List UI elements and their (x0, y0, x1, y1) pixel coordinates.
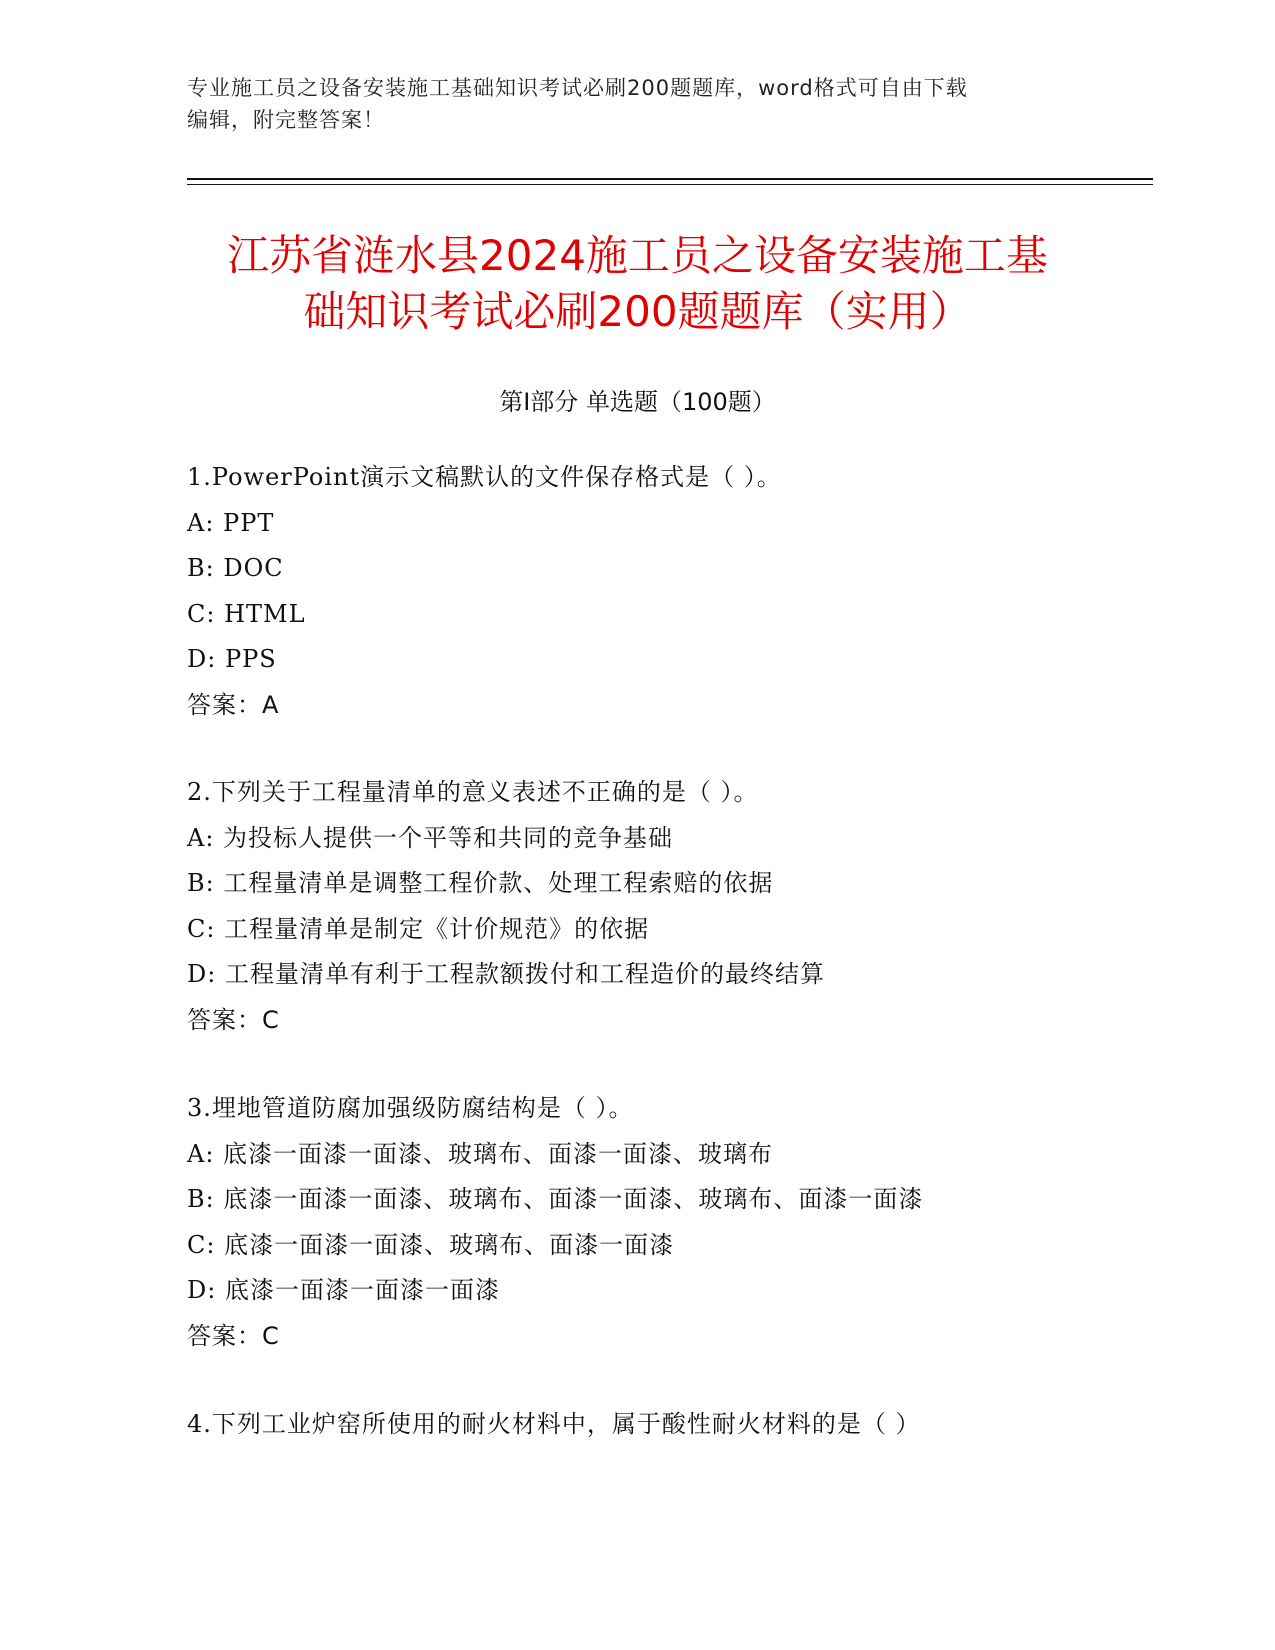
option-b: B: DOC (187, 554, 284, 582)
question-1 (187, 455, 1147, 728)
option-c: C: 底漆一面漆一面漆、玻璃布、面漆一面漆 (187, 1230, 675, 1259)
question-stem: 3.埋地管道防腐加强级防腐结构是（ ）。 (187, 1094, 634, 1122)
option-d: D: 工程量清单有利于工程款额拨付和工程造价的最终结算 (187, 960, 825, 988)
option-b: B: 工程量清单是调整工程价款、处理工程索赔的依据 (187, 869, 774, 897)
header-note (187, 72, 1087, 136)
option-a: A: 底漆一面漆一面漆、玻璃布、面漆一面漆、玻璃布 (187, 1139, 774, 1168)
option-c: C: HTML (187, 599, 306, 628)
header-divider-thick (187, 178, 1153, 180)
document-title (150, 228, 1125, 340)
section-heading: 第Ⅰ部分 单选题（100题） (499, 388, 776, 416)
option-b: B: 底漆一面漆一面漆、玻璃布、面漆一面漆、玻璃布、面漆一面漆 (187, 1185, 924, 1213)
header-note-line-1: 专业施工员之设备安装施工基础知识考试必刷200题题库，word格式可自由下载 (187, 76, 968, 100)
option-a: A: 为投标人提供一个平等和共同的竞争基础 (187, 823, 674, 852)
answer: 答案：C (187, 1321, 280, 1350)
question-2 (187, 770, 1147, 1043)
option-c: C: 工程量清单是制定《计价规范》的依据 (187, 914, 650, 943)
document-title-line-2: 础知识考试必刷200题题库（实用） (303, 287, 972, 336)
question-stem: 4.下列工业炉窑所使用的耐火材料中，属于酸性耐火材料的是（ ） (187, 1410, 921, 1438)
header-note-line-2: 编辑，附完整答案！ (187, 108, 385, 132)
option-d: D: 底漆一面漆一面漆一面漆 (187, 1276, 500, 1304)
question-4 (187, 1402, 1147, 1448)
header-divider-thin (187, 184, 1153, 185)
question-3 (187, 1086, 1147, 1359)
answer: 答案：A (187, 690, 280, 719)
answer: 答案：C (187, 1005, 280, 1034)
option-a: A: PPT (187, 508, 275, 537)
option-d: D: PPS (187, 645, 277, 673)
question-stem: 2.下列关于工程量清单的意义表述不正确的是（ ）。 (187, 778, 759, 806)
question-stem: 1.PowerPoint演示文稿默认的文件保存格式是（ ）。 (187, 463, 782, 491)
document-title-line-1: 江苏省涟水县2024施工员之设备安装施工基 (227, 231, 1048, 280)
